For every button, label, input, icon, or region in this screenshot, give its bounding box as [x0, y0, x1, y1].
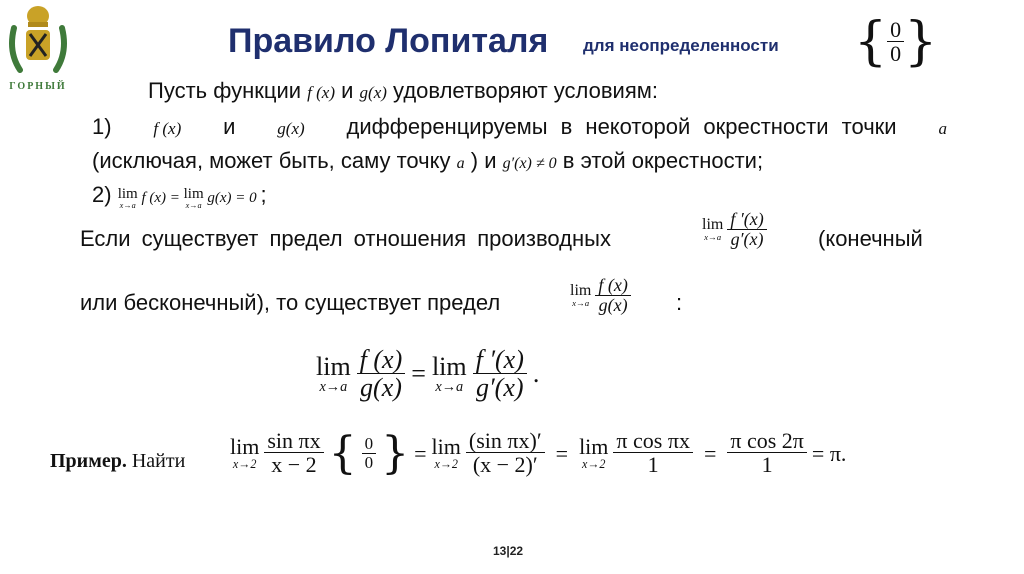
or-colon: :: [676, 290, 683, 315]
logo: [6, 2, 70, 94]
condition-1-continued: (исключая, может быть, саму точку a ) и g′(x) ≠ 0 в этой окрестности;: [92, 148, 764, 173]
if-formula: lim x→a $\frac{f '(x)}{g'(x)}$: [702, 210, 767, 250]
example-label: Пример. Найти: [50, 450, 186, 472]
condition-1: 1) f (x) и g(x) дифференцируемы в некоторой окрестности точки a: [92, 114, 947, 139]
main-formula: lim x→a $\frac{f (x)}{g(x)}$ = lim x→a $\frac{f '(x)}{g'(x)}$ .: [316, 345, 540, 403]
or-formula: lim x→a $\frac{f (x)}{g(x)}$: [570, 276, 631, 316]
indeterminate-form: { $\frac{0}{0}$ }: [854, 12, 938, 72]
condition-2: 2) lim x→a f (x) = lim x→a g(x) = 0 ;: [92, 182, 267, 210]
or-line: или бесконечный), то существует предел: [80, 290, 501, 315]
page-title: Правило Лопиталя: [228, 22, 549, 60]
intro-line: Пусть функции f (x) и g(x) удовлетворяют условиям:: [148, 78, 658, 103]
emblem-icon: [6, 2, 70, 76]
page-number: 13|22: [493, 544, 524, 558]
page-subtitle: для неопределенности: [583, 36, 779, 55]
if-line: Если существует предел отношения производных: [80, 226, 611, 251]
logo-text: ГОРНЫЙ: [9, 81, 67, 92]
if-tail: (конечный: [818, 226, 923, 251]
example-formula: lim x→2 $\frac{\text{sin πx}}{x - 2}$ { $\frac{0}{0}$ } = lim x→2 $\frac{\text{(sin πx)′}}{(x - 2)'}$ = lim x→2 $\frac{\text{π cos πx}}{1}$ = $\frac{\text{π cos 2π}}{1}$ = π.: [230, 428, 847, 479]
